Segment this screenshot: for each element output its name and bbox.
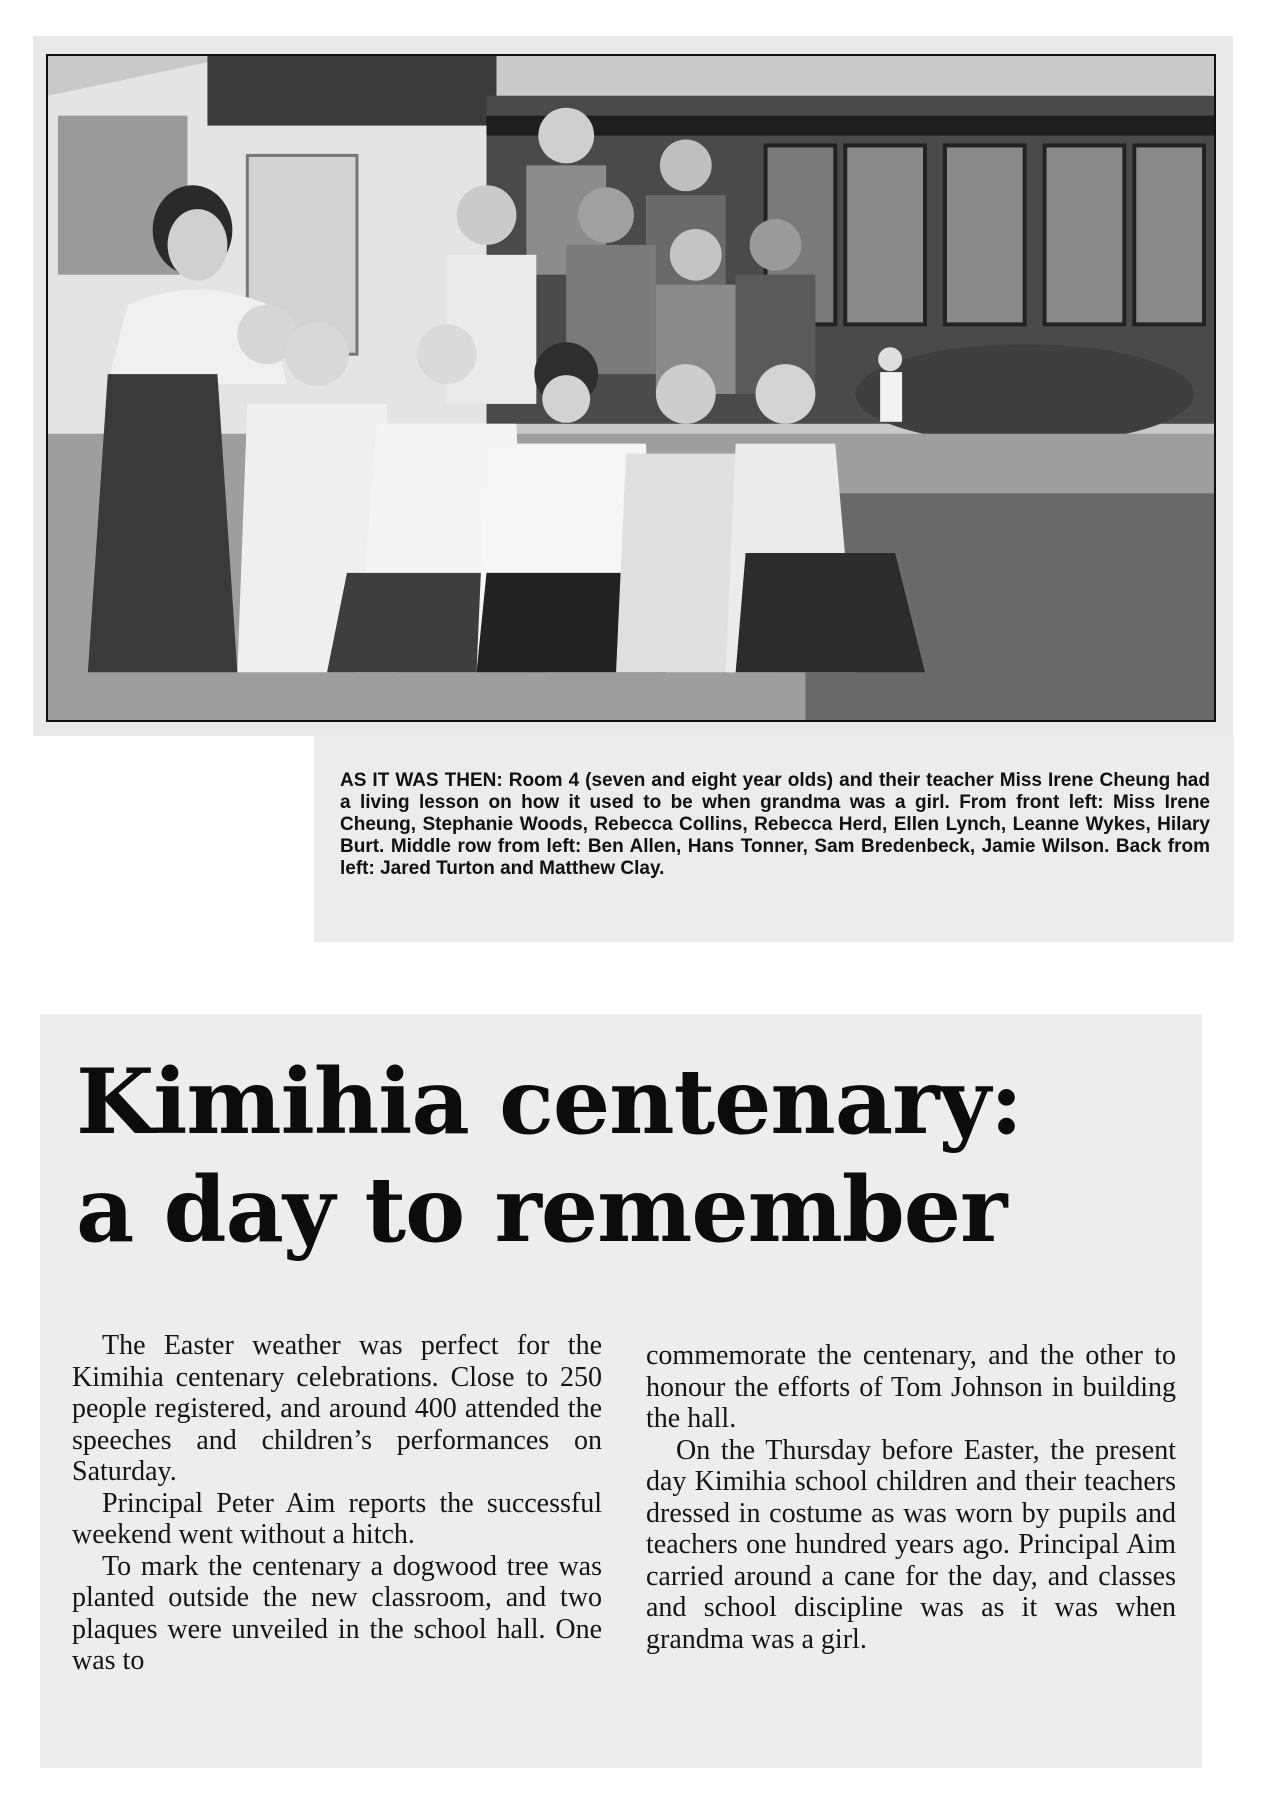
- headline-line-2: a day to remember: [76, 1157, 1007, 1263]
- article-paragraph: The Easter weather was perfect for the Kimihia centenary celebrations. Close to 250 people registered, and around 400 attended the speeches and children’s performances on Saturday.: [72, 1330, 602, 1487]
- article-paragraph: commemorate the centenary, and the other to honour the efforts of Tom Johnson in building the hall.: [646, 1340, 1176, 1434]
- article-paragraph: Principal Peter Aim reports the successful weekend went without a hitch.: [72, 1487, 602, 1550]
- article-column-right: [646, 1340, 1176, 1655]
- article-paragraph: To mark the centenary a dogwood tree was planted outside the new classroom, and two plaques were unveiled in the school hall. One was to: [72, 1550, 602, 1676]
- article-column-left: [72, 1330, 602, 1677]
- article-paragraph: On the Thursday before Easter, the present day Kimihia school children and their teachers dressed in costume as was worn by pupils and teachers one hundred years ago. Principal Aim carried around a cane for the day, and classes and school discipline was as it was when grandma was a girl.: [646, 1434, 1176, 1655]
- photo-caption: [340, 770, 1210, 880]
- class-photo: [46, 54, 1216, 722]
- article-headline: [76, 1048, 1166, 1264]
- class-photo-illustration: [48, 56, 1214, 720]
- caption-lead: AS IT WAS THEN:: [340, 770, 503, 791]
- caption-body: Room 4 (seven and eight year olds) and their teacher Miss Irene Cheung had a living lesson on how it used to be when grandma was a girl. From front left: Miss Irene Cheung, Stephanie Woods, Rebecca Collins, Rebecca Herd, Ellen Lynch, Leanne Wykes, Hilary Burt. Middle row from left: Ben Allen, Hans Tonner, Sam Bredenbeck, Jamie Wilson. Back from left: Jared Turton and Matthew Clay.: [340, 770, 1210, 879]
- headline-line-1: Kimihia centenary:: [76, 1049, 1023, 1155]
